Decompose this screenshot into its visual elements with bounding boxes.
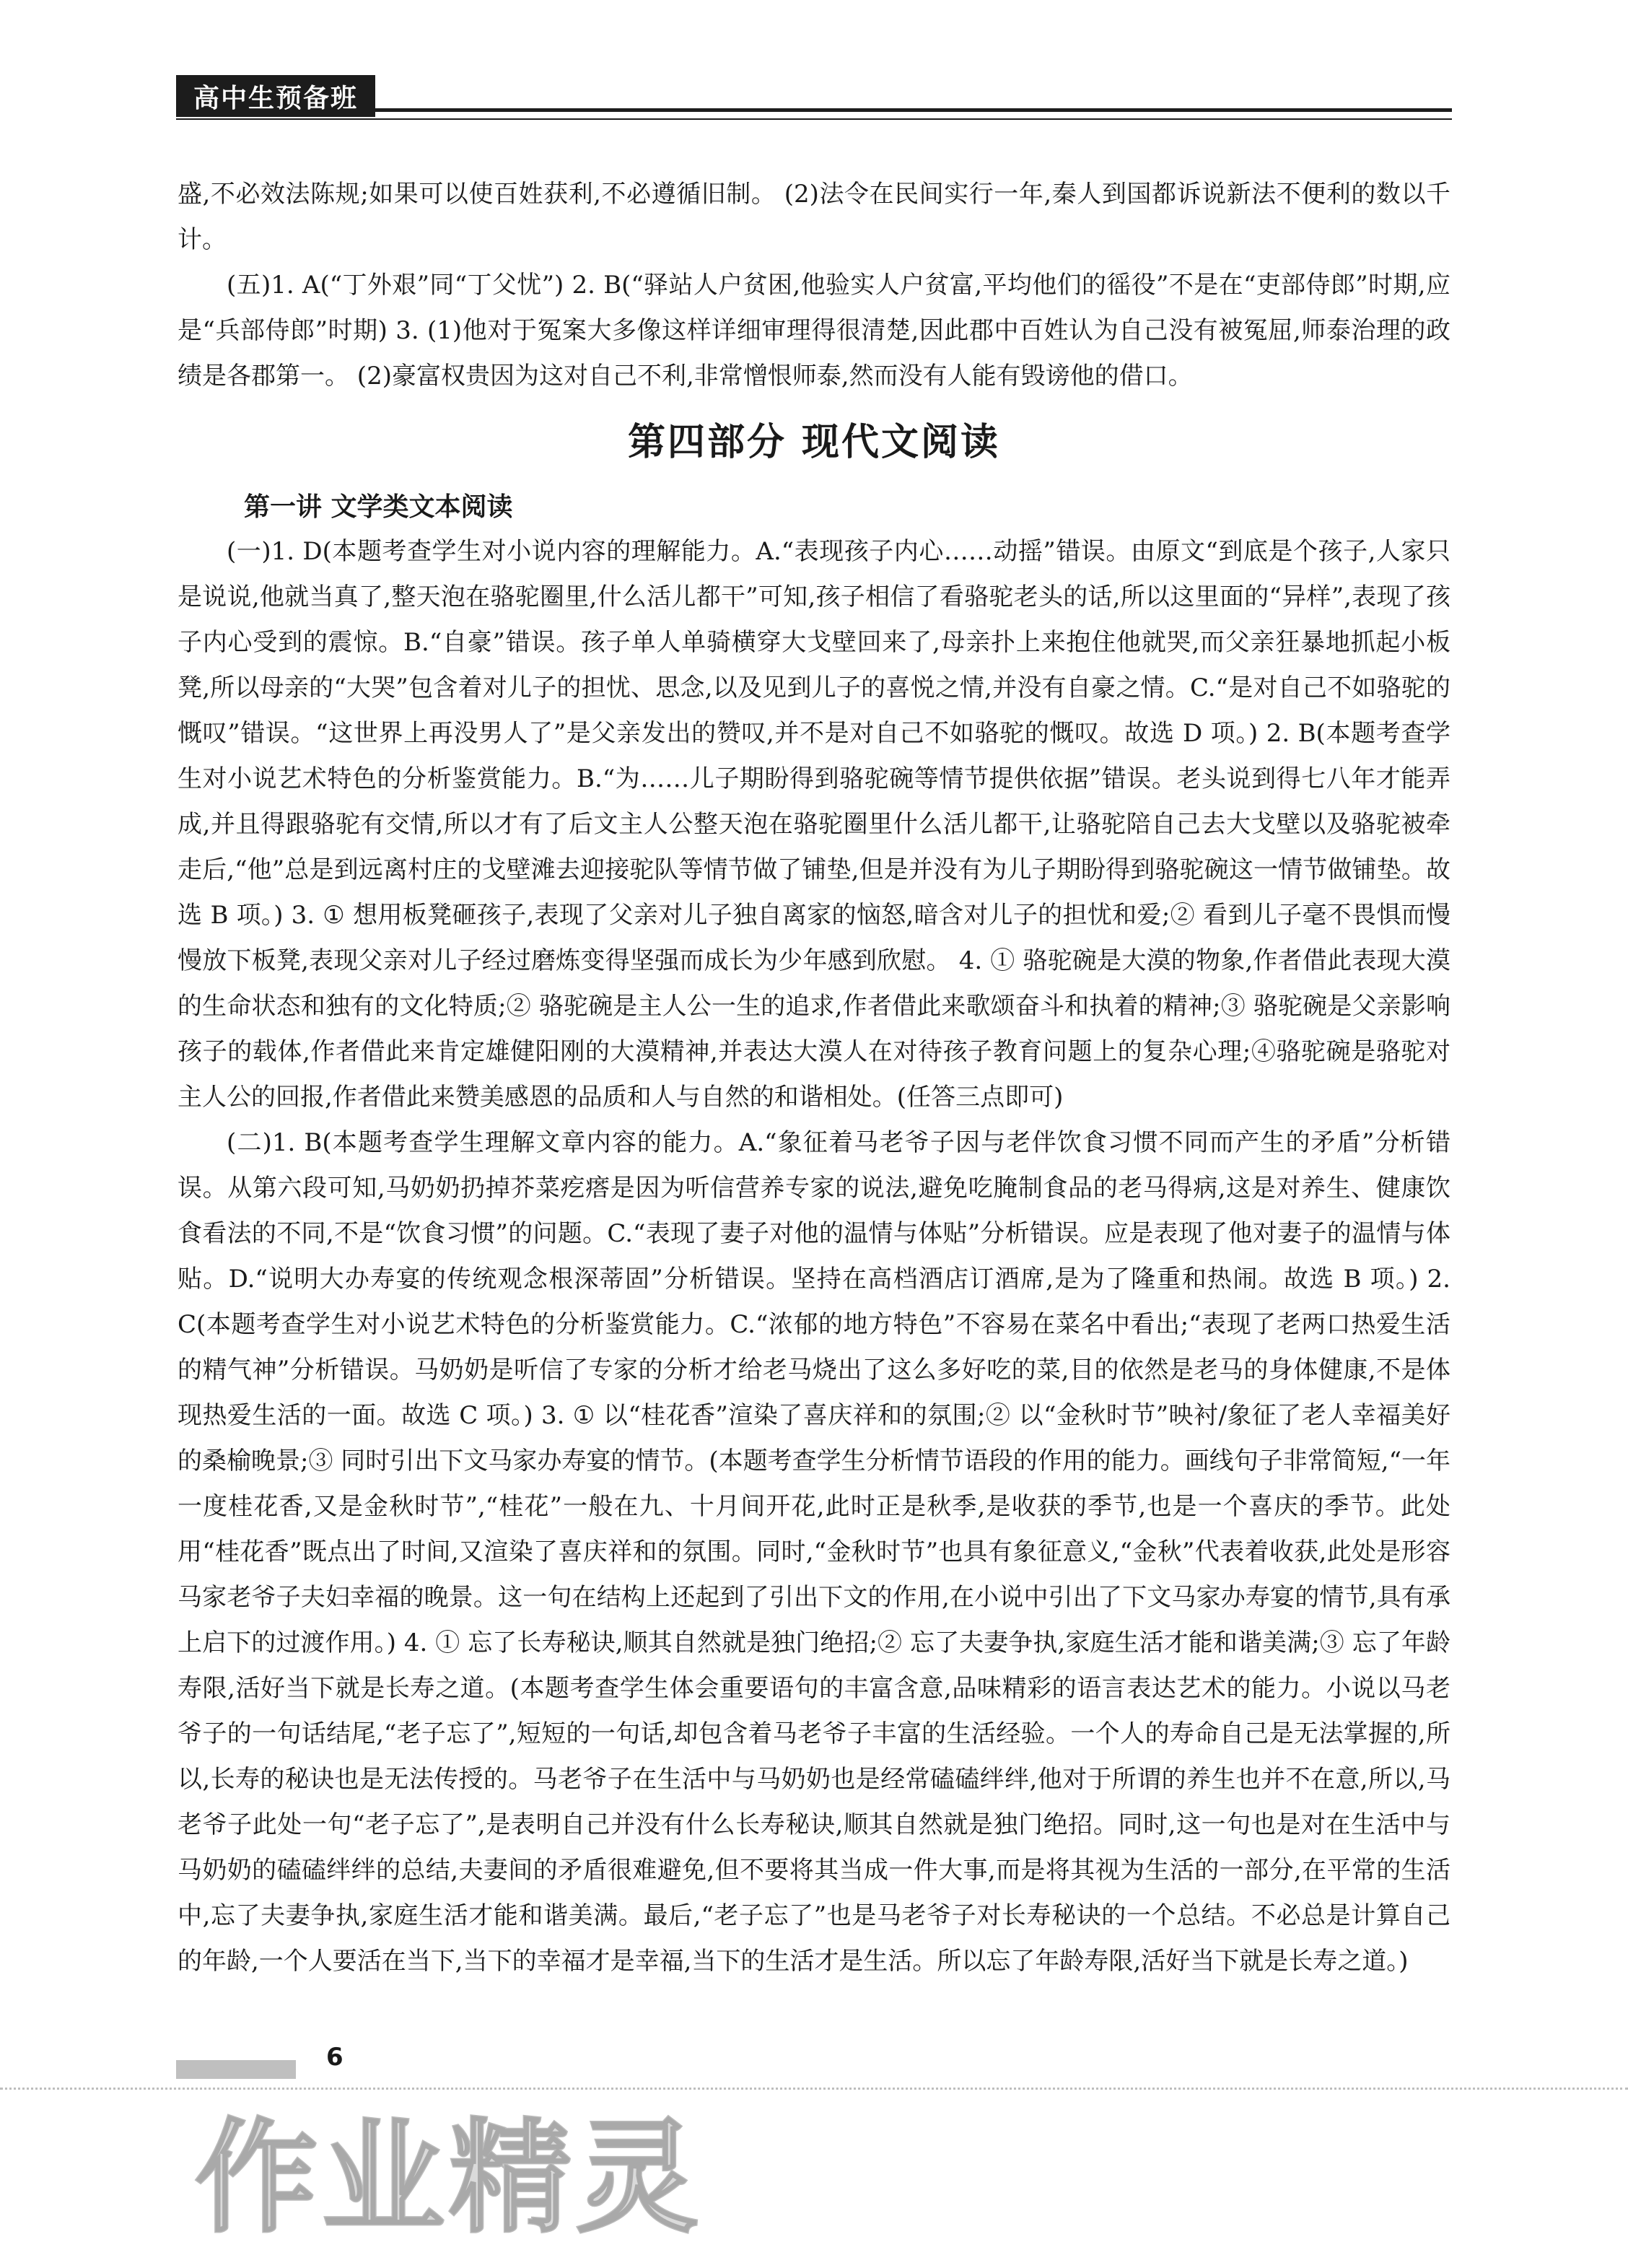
paragraph-answers-1: (一)1. D(本题考查学生对小说内容的理解能力。A.“表现孩子内心……动摇”错误。由原文“到底是个孩子,人家只是说说,他就当真了,整天泡在骆驼圈里,什么活儿都干”可知,孩子相信了看骆驼老头的话,所以这里面的“异样”,表现了孩子内心受到的震惊。B.“自豪”错误。孩子单人单骑横穿大戈壁回来了,母亲扑上来抱住他就哭,而父亲狂暴地抓起小板凳,所以母亲的“大哭”包含着对儿子的担忧、思念,以及见到儿子的喜悦之情,并没有自豪之情。C.“是对自己不如骆驼的慨叹”错误。“这世界上再没男人了”是父亲发出的赞叹,并不是对自己不如骆驼的慨叹。故选 D 项。) 2. B(本题考查学生对小说艺术特色的分析鉴赏能力。B.“为……儿子期盼得到骆驼碗等情节提供依据”错误。老头说到得七八年才能弄成,并且得跟骆驼有交情,所以才有了后文主人公整天泡在骆驼圈里什么活儿都干,让骆驼陪自己去大戈壁以及骆驼被牵走后,“他”总是到远离村庄的戈壁滩去迎接驼队等情节做了铺垫,但是并没有为儿子期盼得到骆驼碗这一情节做铺垫。故选 B 项。) 3. ① 想用板凳砸孩子,表现了父亲对儿子独自离家的恼怒,暗含对儿子的担忧和爱;② 看到儿子毫不畏惧而慢慢放下板凳,表现父亲对儿子经过磨炼变得坚强而成长为少年感到欣慰。 4. ① 骆驼碗是大漠的物象,作者借此表现大漠的生命状态和独有的文化特质;② 骆驼碗是主人公一生的追求,作者借此来歌颂奋斗和执着的精神;③ 骆驼碗是父亲影响孩子的载体,作者借此来肯定雄健阳刚的大漠精神,并表达大漠人在对待孩子教育问题上的复杂心理;④骆驼碗是骆驼对主人公的回报,作者借此来赞美感恩的品质和人与自然的和谐相处。(任答三点即可) <box>178 537 1450 1112</box>
footer-bar <box>176 2060 296 2079</box>
paragraph-answers-2: (二)1. B(本题考查学生理解文章内容的能力。A.“象征着马老爷子因与老伴饮食习惯不同而产生的矛盾”分析错误。从第六段可知,马奶奶扔掉芥菜疙瘩是因为听信营养专家的说法,避免吃腌制食品的老马得病,这是对养生、健康饮食看法的不同,不是“饮食习惯”的问题。C.“表现了妻子对他的温情与体贴”分析错误。应是表现了他对妻子的温情与体贴。D.“说明大办寿宴的传统观念根深蒂固”分析错误。坚持在高档酒店订酒席,是为了隆重和热闹。故选 B 项。) 2. C(本题考查学生对小说艺术特色的分析鉴赏能力。C.“浓郁的地方特色”不容易在菜名中看出;“表现了老两口热爱生活的精气神”分析错误。马奶奶是听信了专家的分析才给老马烧出了这么多好吃的菜,目的依然是老马的身体健康,不是体现热爱生活的一面。故选 C 项。) 3. ① 以“桂花香”渲染了喜庆祥和的氛围;② 以“金秋时节”映衬/象征了老人幸福美好的桑榆晚景;③ 同时引出下文马家办寿宴的情节。(本题考查学生分析情节语段的作用的能力。画线句子非常简短,“一年一度桂花香,又是金秋时节”,“桂花”一般在九、十月间开花,此时正是秋季,是收获的季节,也是一个喜庆的季节。此处用“桂花香”既点出了时间,又渲染了喜庆祥和的氛围。同时,“金秋时节”也具有象征意义,“金秋”代表着收获,此处是形容马家老爷子夫妇幸福的晚景。这一句在结构上还起到了引出下文的作用,在小说中引出了下文马家办寿宴的情节,具有承上启下的过渡作用。) 4. ① 忘了长寿秘诀,顺其自然就是独门绝招;② 忘了夫妻争执,家庭生活才能和谐美满;③ 忘了年龄寿限,活好当下就是长寿之道。(本题考查学生体会重要语句的丰富含意,品味精彩的语言表达艺术的能力。小说以马老爷子的一句话结尾,“老子忘了”,短短的一句话,却包含着马老爷子丰富的生活经验。一个人的寿命自己是无法掌握的,所以,长寿的秘诀也是无法传授的。马老爷子在生活中与马奶奶也是经常磕磕绊绊,他对于所谓的养生也并不在意,所以,马老爷子此处一句“老子忘了”,是表明自己并没有什么长寿秘诀,顺其自然就是独门绝招。同时,这一句也是对在生活中与马奶奶的磕磕绊绊的总结,夫妻间的矛盾很难避免,但不要将其当成一件大事,而是将其视为生活的一部分,在平常的生活中,忘了夫妻争执,家庭生活才能和谐美满。最后,“老子忘了”也是马老爷子对长寿秘诀的一个总结。不必总是计算自己的年龄,一个人要活在当下,当下的幸福才是幸福,当下的生活才是生活。所以忘了年龄寿限,活好当下就是长寿之道。) <box>178 1128 1450 1976</box>
lecture-title: 第一讲 文学类文本阅读 <box>244 492 513 522</box>
paragraph-continued: 盛,不必效法陈规;如果可以使百姓获利,不必遵循旧制。 (2)法令在民间实行一年,秦人到国都诉说新法不便利的数以千计。 <box>178 180 1450 254</box>
paragraph-answers-5: (五)1. A(“丁外艰”同“丁父忧”) 2. B(“驿站人户贫困,他验实人户贫富,平均他们的徭役”不是在“吏部侍郎”时期,应是“兵部侍郎”时期) 3. (1)他对于冤案大多像这样详细审理得很清楚,因此郡中百姓认为自己没有被冤屈,师泰治理的政绩是各郡第一。 (2)豪富权贵因为这对自己不利,非常憎恨师泰,然而没有人能有毁谤他的借口。 <box>178 271 1450 391</box>
header-rule-thin <box>176 118 1452 120</box>
page-content <box>178 172 1450 1984</box>
watermark: 作业精灵 <box>195 2107 704 2250</box>
header-badge: 高中生预备班 <box>176 75 375 117</box>
header-rule <box>375 108 1452 112</box>
page-number: 6 <box>326 2043 343 2072</box>
part-title: 第四部分 现代文阅读 <box>627 420 1001 464</box>
